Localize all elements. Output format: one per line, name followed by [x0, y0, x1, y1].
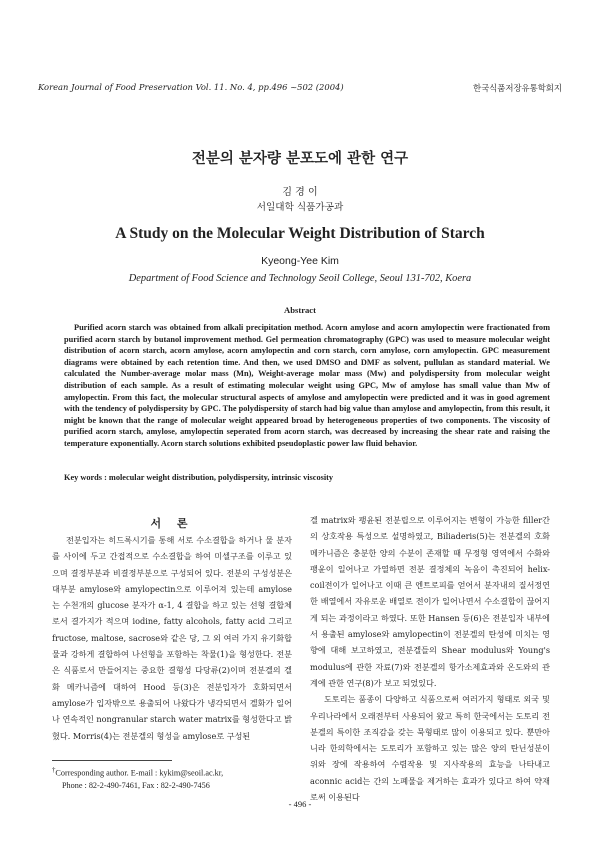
- keywords: Key words : molecular weight distribution, polydispersity, intrinsic viscosity: [64, 473, 334, 482]
- title-english: A Study on the Molecular Weight Distribution of Starch: [115, 225, 485, 242]
- footnote-email: Corresponding author. E-mail : kykim@seoil.ac.kr,: [55, 768, 224, 778]
- left-column: [52, 532, 292, 744]
- author-korean: 김 경 이: [282, 187, 318, 198]
- footnote-line-2: Phone : 82-2-490-7461, Fax : 82-2-490-7456: [62, 781, 210, 790]
- author-english: Kyeong-Yee Kim: [261, 255, 339, 267]
- right-column: [310, 512, 550, 805]
- abstract-heading: Abstract: [284, 305, 316, 315]
- abstract-body: Purified acorn starch was obtained from alkali precipitation method. Acorn amylose and acorn amylopectin were fractionated from purified acorn starch by butanol improvement method. Gel permeation chromatography (GPC) was used to measure molecular weight distribution of acorn starch, acorn amylose, acorn amylopectin and corn starch, corn amylose, corn amylopectin. GPC measurement diagrams were obtained by each retention time. And then, we used DMSO and DMF as solvent, pullulan as standard material. We calculated the Number-average molar mass (Mn), Weight-average molar mass (Mw) and polydispersity from molecular weight distribution of each sample. As a result of estimating molecular weight using GPC, Mw of amylose has small value than Mw of amylopectin. From this fact, the molecular structural aspects of amylose and amylopectin were predicted and it was in good agrement with the tendency of polydispersity by GPC. The polydispersity of starch had big value than amylose and amylopectin, from this result, it might be known that the range of molecular weight appeared broad by heterogeneous properties of two components. The viscosity of purified acorn starch, amylose, amylopectin seperated from acorn starch, was decreased by increasing the shear rate and raising the temperature exponentially. Acorn starch solutions exhibited pseudoplastic power law fluid behavior.: [64, 323, 550, 448]
- affiliation-english: Department of Food Science and Technology Seoil College, Seoul 131-702, Koera: [128, 273, 472, 284]
- footnote-symbol: †: [52, 767, 56, 774]
- footnote-divider: [52, 760, 172, 761]
- society-name: 한국식품저장유통학회지: [473, 83, 562, 93]
- paragraph: 겔 matrix와 팽윤된 전분립으로 이루어지는 변형이 가능한 filler간의 상호작용 특성으로 설명하였고, Biliaderis(5)는 전분겔의 호화메카니즘은 충분한 양의 수분이 존재할 때 무정형 영역에서 수화와 팽윤이 일어나고 가열하면 전분 결정체의 녹음이 촉진되어 helix-coil전이가 일어나고 이때 큰 엔트로피를 얻어서 분자내의 질서정연한 배열에서 자유로운 배열로 전이가 일어나면서 수소결합이 끊어지게 되는 과정이라고 하였다. 또한 Hansen 등(6)은 전분입자 내부에서 용출된 amylose와 amylopectin이 전분겔의 탄성에 미치는 영향에 대해 보고하였고, 전분겔들의 Shear modulus와 Young's modulus에 관한 자료(7)와 전분겔의 항가소제효과와 온도와의 관계에 관한 연구(8)가 보고 되었있다.: [310, 515, 550, 688]
- journal-citation: Korean Journal of Food Preservation Vol. 11. No. 4, pp.496 ~502 (2004): [38, 82, 344, 92]
- paragraph: 도토리는 품종이 다양하고 식품으로써 여러가지 형태로 외국 및 우리나라에서 오래전부터 사용되어 왔고 특히 한국에서는 도토리 전분겔의 특이한 조직감을 갖는 묵형태로 많이 이용되고 있다. 뿐만아니라 한의학에서는 도토리가 포함하고 있는 많은 양의 탄닌성분이 위와 장에 작용하여 수렴작용 및 지사작용의 효능을 나타내고 aconnic acid는 간의 노폐물을 제거하는 효과가 있다고 하여 약재로써 이용된다: [310, 694, 550, 803]
- section-heading-introduction: 서 론: [150, 517, 194, 530]
- affiliation-korean: 서일대학 식품가공과: [256, 202, 344, 213]
- footnote-line-1: [52, 767, 302, 778]
- title-korean: 전분의 분자량 분포도에 관한 연구: [191, 151, 409, 167]
- page-number: - 496 -: [288, 799, 312, 809]
- running-header: [38, 82, 562, 96]
- paragraph: 전분입자는 히드록시기를 통해 서로 수소결합을 하거나 물 분자를 사이에 두고 간접적으로 수소결합을 하여 미셀구조를 이루고 있으며 결정부분과 비결정부분으로 구성되어 있다. 전분의 구성성분은 대부분 amylose와 amylopectin으로 이루어져 있는데 amylose는 수천개의 glucose 분자가 α-1, 4 결합을 하고 있는 선형 결합체로서 결가지가 적으며 iodine, fatty alcohols, fatty acid 그리고 fructose, maltose, sacrose와 같은 당, 그 외 여러 가지 유기화합물과 강하게 결합하여 나선형을 포함하는 착물(1)을 형성한다. 전분은 식품로서 만들어지는 중요한 결형성 다당류(2)이며 전분겔의 겔화 메카니즘에 대하여 Hood 등(3)은 전분입자가 호화되면서 amylose가 입자밖으로 용출되어 나왔다가 냉각되면서 겔화가 일어나 연속적인 nongranular starch water matrix를 형성한다고 밝혔다. Morris(4)는 전분겔의 형성을 amylose로 구성된: [52, 535, 292, 741]
